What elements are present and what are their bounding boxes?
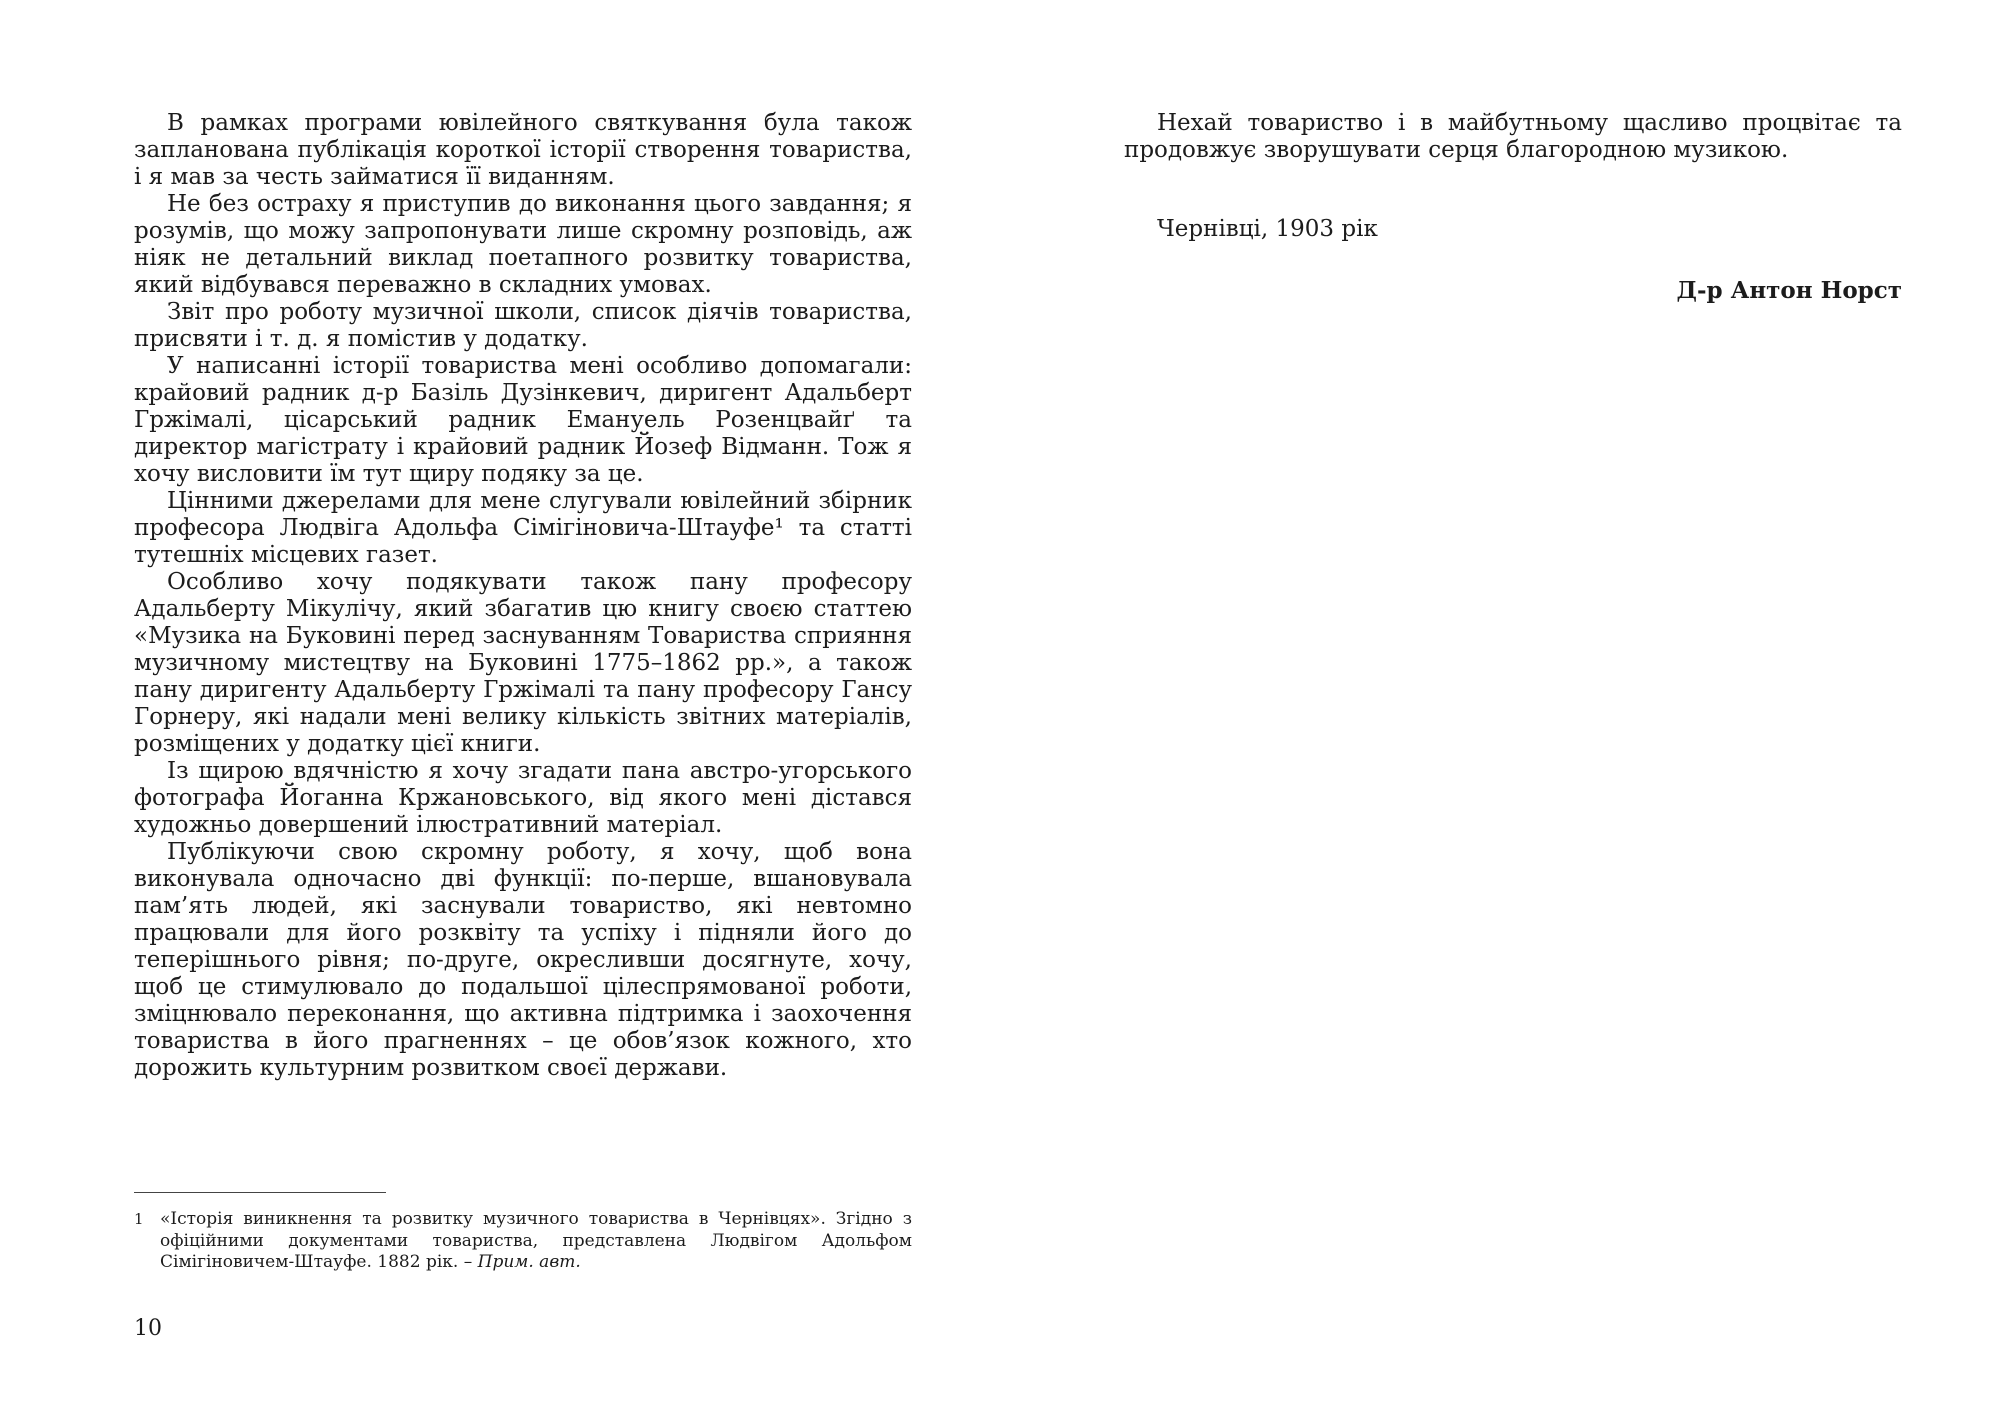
paragraph: Не без остраху я приступив до виконання цього завдання; я розумів, що можу запропонувати лише скромну розповідь, аж ніяк не детальний виклад поетапного розвитку товариства, який відбувався переважно в складних умовах. <box>134 191 912 298</box>
author-signature: Д-р Антон Норст <box>1676 277 1902 304</box>
footnote <box>134 1209 912 1274</box>
paragraph: Цінними джерелами для мене слугували ювілейний збірник професора Людвіга Адольфа Сімігіновича-Штауфе¹ та статті тутешніх місцевих газет. <box>134 488 912 568</box>
right-page <box>1124 0 1902 1418</box>
paragraph: Особливо хочу подякувати також пану професору Адальберту Мікулічу, який збагатив цю книгу своєю статтею «Музика на Буковині перед заснуванням Товариства сприяння музичному мистецтву на Буковині 1775–1862 рр.», а також пану диригенту Адальберту Гржімалі та пану професору Гансу Горнеру, які надали мені велику кількість звітних матеріалів, розміщених у додатку цієї книги. <box>134 569 912 757</box>
paragraph: Нехай товариство і в майбутньому щасливо процвітає та продовжує зворушувати серця благородною музикою. <box>1124 110 1902 163</box>
paragraph: Звіт про роботу музичної школи, список діячів товариства, присвяти і т. д. я помістив у додатку. <box>134 299 912 352</box>
footnote-block <box>134 1192 912 1274</box>
paragraph: В рамках програми ювілейного святкування була також запланована публікація короткої історії створення товариства, і я мав за честь займатися її виданням. <box>134 110 912 190</box>
footnote-author-note: Прим. авт. <box>477 1252 581 1272</box>
footnote-text: «Історія виникнення та розвитку музичного товариства в Чернівцях». Згідно з офіційними документами товариства, представлена Людвігом Адольфом Сімігіновичем-Штауфе. 1882 рік. – <box>160 1209 912 1272</box>
page-number: 10 <box>134 1316 162 1341</box>
footnote-separator <box>134 1192 386 1193</box>
paragraph: Публікуючи свою скромну роботу, я хочу, щоб вона виконувала одночасно дві функції: по-перше, вшановувала пам’ять людей, які заснували товариство, які невтомно працювали для його розквіту та успіху і підняли його до теперішнього рівня; по-друге, окресливши досягнуте, хочу, щоб це стимулювало до подальшої цілеспрямованої роботи, зміцнювало переконання, що активна підтримка і заохочення товариства в його прагненнях – це обов’язок кожного, хто дорожить культурним розвитком своєї держави. <box>134 839 912 1081</box>
paragraph: У написанні історії товариства мені особливо допомагали: крайовий радник д-р Базіль Дузінкевич, диригент Адальберт Гржімалі, цісарський радник Емануель Розенцвайґ та директор магістрату і крайовий радник Йозеф Відманн. Тож я хочу висловити їм тут щиру подяку за це. <box>134 353 912 487</box>
left-page-text <box>134 0 912 1082</box>
left-page <box>134 0 912 1418</box>
footnote-marker: 1 <box>134 1210 144 1228</box>
paragraph: Із щирою вдячністю я хочу згадати пана австро-угорського фотографа Йоганна Кржановського, від якого мені дістався художньо довершений ілюстративний матеріал. <box>134 758 912 838</box>
dateline: Чернівці, 1903 рік <box>1157 216 1378 242</box>
